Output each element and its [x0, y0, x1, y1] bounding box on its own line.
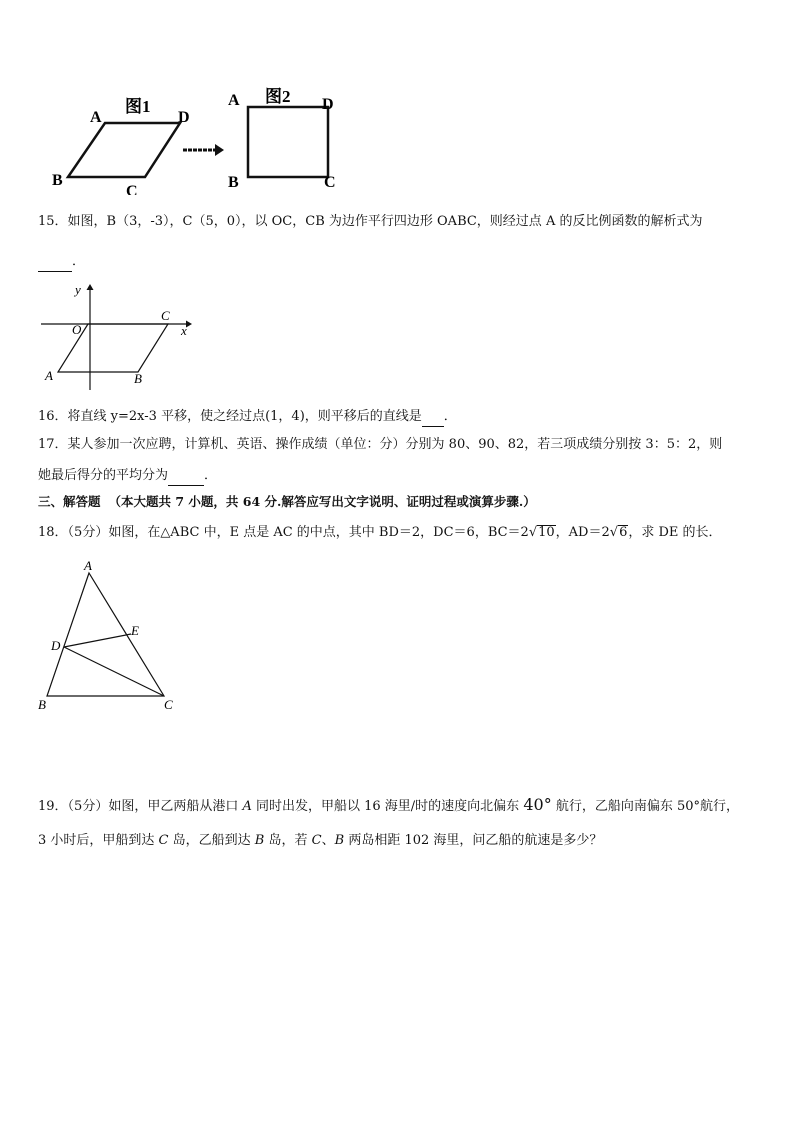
q19-l2c: 岛，若: [268, 833, 308, 848]
graph-label-x: x: [181, 323, 187, 338]
q18-sqrt1: 10: [538, 525, 555, 540]
fig2-label-a: A: [228, 92, 240, 109]
triangle-abc: [47, 573, 164, 696]
q19-l2b: 岛，乙船到达: [172, 833, 251, 848]
figure-2: [228, 87, 336, 191]
graph-label-o: O: [72, 322, 82, 337]
fig1-label-a: A: [90, 109, 102, 126]
q19-c2: C: [311, 833, 322, 848]
graph-label-y: y: [75, 282, 81, 297]
q15-text: 15．如图，B（3，-3），C（5，0），以 OC，CB 为边作平行四边形 OABC，则经过点 A 的反比例函数的解析式为: [38, 214, 703, 229]
q16-tail: ．: [443, 409, 457, 424]
q15-graph: [38, 282, 198, 392]
fig2-label-c: C: [324, 174, 336, 191]
tri-label-a: A: [84, 558, 92, 573]
y-axis-arrow-icon: [87, 284, 94, 290]
q19-b2: B: [334, 833, 345, 848]
question-17-line-2: [38, 467, 217, 486]
fig1-label-c: C: [126, 183, 138, 195]
q19-p2: 同时出发，甲船以 16 海里/时的速度向北偏东: [256, 799, 520, 814]
section-3-heading: [38, 493, 536, 511]
q17-answer-blank: [168, 467, 204, 486]
q18-sqrt-sign: √: [528, 525, 538, 540]
q16-text: 16．将直线 y=2x-3 平移，使之经过点(1，4)，则平移后的直线是: [38, 409, 422, 424]
tri-label-c: C: [164, 697, 173, 712]
figure-1: [52, 97, 190, 195]
tri-label-e: E: [131, 623, 139, 638]
q19-angle1: 40°: [523, 795, 552, 814]
square-abcd: [248, 107, 328, 177]
fig2-title: 图2: [265, 87, 291, 106]
q18-triangle-figure: [34, 558, 184, 713]
segment-de: [64, 634, 131, 647]
q18-sqrt-sign-2: √: [609, 525, 619, 540]
section-3-note: （本大题共 7 小题，共 64 分.解答应写出文字说明、证明过程或演算步骤.）: [108, 494, 536, 509]
parallelogram-abcd: [68, 123, 180, 177]
q18-part3: ，求 DE 的长．: [628, 525, 722, 540]
fig2-label-d: D: [322, 96, 334, 113]
q18-part1: 18．（5分）如图，在△ABC 中，E 点是 AC 的中点，其中 BD＝2，DC＝6，BC＝2: [38, 525, 529, 540]
fig2-label-b: B: [228, 174, 239, 191]
arrow-right-icon: [183, 144, 224, 156]
graph-label-b: B: [134, 371, 142, 386]
q19-l2a: 3 小时后，甲船到达: [38, 833, 155, 848]
q19-p1: 19．（5分）如图，甲乙两船从港口: [38, 799, 239, 814]
tri-label-b: B: [38, 697, 46, 712]
question-15-answer-line: [38, 253, 85, 272]
q19-l2d: 、: [321, 833, 335, 848]
question-15-text: [38, 213, 702, 231]
question-19-line-2: [38, 832, 602, 850]
tri-label-d: D: [51, 638, 61, 653]
question-17-line-1: [38, 436, 722, 454]
q17-tail: ．: [204, 468, 218, 483]
q19-l2e: 两岛相距 102 海里，问乙船的航速是多少？: [348, 833, 603, 848]
question-19-line-1: [38, 796, 739, 816]
fig1-label-d: D: [178, 109, 190, 126]
q18-part2: ，AD＝2: [555, 525, 610, 540]
q15-tail: ．: [72, 254, 86, 269]
q16-answer-blank: [422, 408, 444, 427]
graph-label-c: C: [161, 308, 170, 323]
question-16: [38, 408, 457, 427]
q17-line1: 17．某人参加一次应聘，计算机、英语、操作成绩（单位：分）分别为 80、90、82，若三项成绩分别按 3：5：2，则: [38, 437, 723, 452]
q19-p3: 航行，乙船向南偏东 50°航行，: [555, 799, 740, 814]
q18-sqrt2: 6: [619, 525, 628, 540]
q19-c: C: [158, 833, 169, 848]
section-3-title: 三、解答题: [38, 494, 101, 509]
question-18: [38, 524, 722, 542]
figure-1-2: [40, 85, 360, 195]
q19-a: A: [242, 799, 252, 814]
q15-answer-blank: [38, 253, 72, 272]
graph-label-a: A: [45, 368, 53, 383]
q17-line2: 她最后得分的平均分为: [38, 468, 169, 483]
fig1-label-b: B: [52, 172, 63, 189]
q19-b: B: [254, 833, 265, 848]
x-axis-arrow-icon: [186, 321, 192, 328]
fig1-title: 图1: [125, 97, 151, 116]
